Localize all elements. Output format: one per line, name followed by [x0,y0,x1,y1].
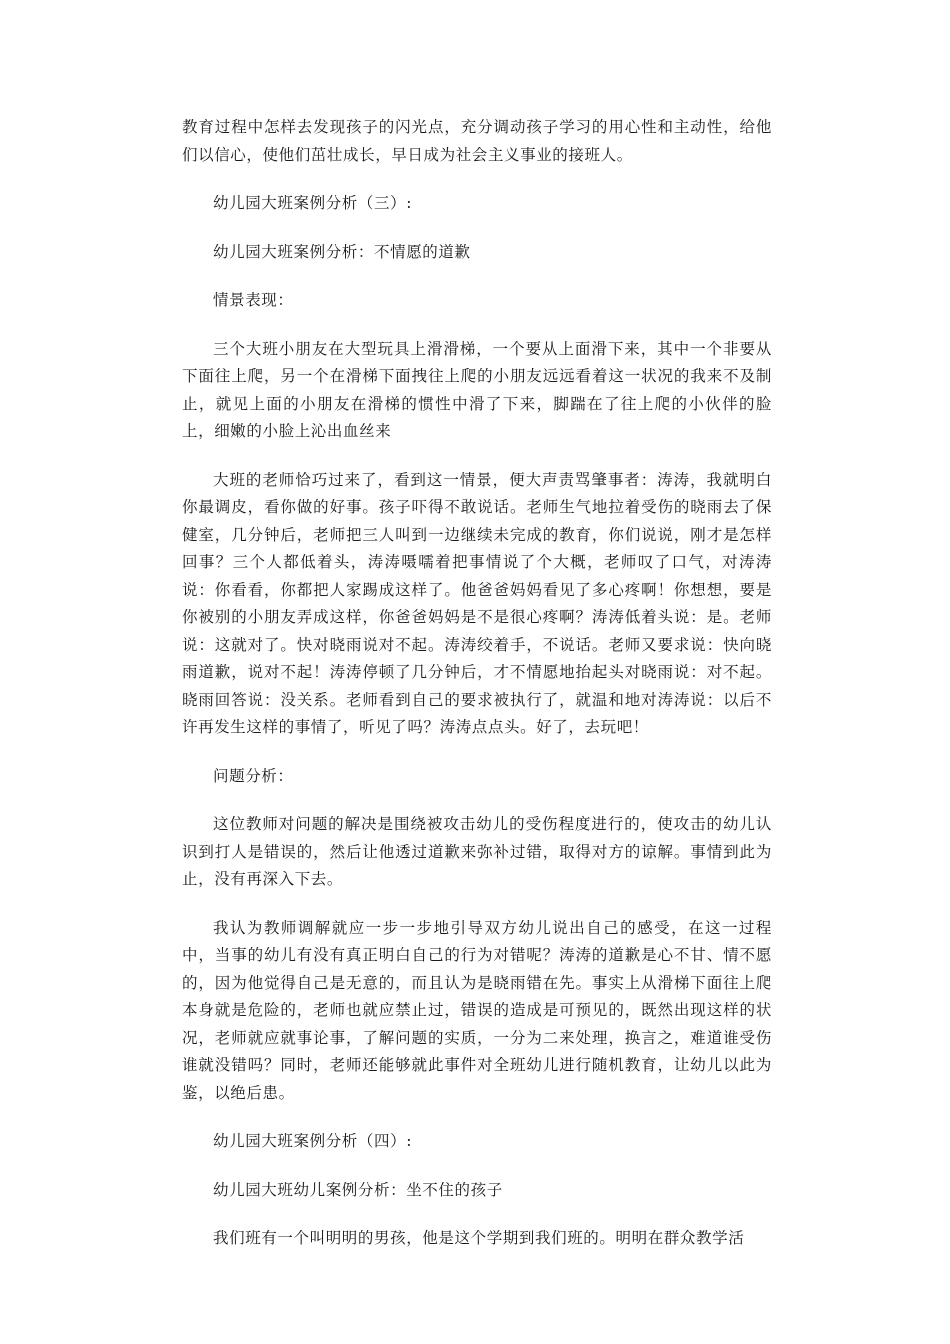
paragraph-teacher-response: 大班的老师恰巧过来了，看到这一情景，便大声责骂肇事者：涛涛，我就明白你最调皮，看你做的好事。孩子吓得不敢说话。老师生气地拉着受伤的晓雨去了保健室，几分钟后，老师把三人叫到一边继续未完成的教育，你们说说，刚才是怎样回事？三个人都低着头，涛涛嗫嚅着把事情说了个大概，老师叹了口气，对涛涛说：你看看，你都把人家踢成这样了。他爸爸妈妈看见了多心疼啊！你想想，要是你被别的小朋友弄成这样，你爸爸妈妈是不是很心疼啊？涛涛低着头说：是。老师说：这就对了。快对晓雨说对不起。涛涛绞着手，不说话。老师又要求说：快向晓雨道歉，说对不起！涛涛停顿了几分钟后，才不情愿地抬起头对晓雨说：对不起。晓雨回答说：没关系。老师看到自己的要求被执行了，就温和地对涛涛说：以后不许再发生这样的事情了，听见了吗？涛涛点点头。好了，去玩吧！ [182,470,772,736]
case-title-reluctant-apology: 幼儿园大班案例分析：不情愿的道歉 [213,242,471,261]
subheading-problem-analysis: 问题分析： [213,766,294,785]
section-heading-case-three: 幼儿园大班案例分析（三）: [213,194,413,212]
paragraph-slide-incident: 三个大班小朋友在大型玩具上滑滑梯，一个要从上面滑下来，其中一个非要从下面往上爬，另一个在滑梯下面拽往上爬的小朋友远远看着这一状况的我来不及制止，就见上面的小朋友在滑梯的惯性中滑了下来，脚踹在了往上爬的小伙伴的脸上，细嫩的小脸上沁出血丝来 [182,339,772,440]
paragraph-opinion: 我认为教师调解就应一步一步地引导双方幼儿说出自己的感受，在这一过程中，当事的幼儿有没有真正明白自己的行为对错呢？涛涛的道歉是心不甘、情不愿的，因为他觉得自己是无意的，而且认为是晓雨错在先。事实上从滑梯下面往上爬本身就是危险的，老师也就应禁止过，错误的造成是可预见的，既然出现这样的状况，老师就应就事论事，了解问题的实质，一分为二来处理，换言之，难道谁受伤谁就没错吗？同时，老师还能够就此事件对全班幼儿进行随机教育，让幼儿以此为鉴，以绝后患。 [182,918,772,1102]
case-title-restless-child: 幼儿园大班幼儿案例分析：坐不住的孩子 [213,1180,503,1199]
paragraph-intro-continuation: 教育过程中怎样去发现孩子的闪光点，充分调动孩子学习的用心性和主动性，给他们以信心，使他们茁壮成长，早日成为社会主义事业的接班人。 [182,118,772,164]
paragraph-analysis: 这位教师对问题的解决是围绕被攻击幼儿的受伤程度进行的，使攻击的幼儿认识到打人是错误的，然后让他透过道歉来弥补过错，取得对方的谅解。事情到此为止，没有再深入下去。 [182,815,772,888]
paragraph-mingming-intro: 我们班有一个叫明明的男孩，他是这个学期到我们班的。明明在群众教学活 [213,1229,745,1247]
subheading-situation: 情景表现： [213,291,294,309]
document-body [182,114,772,1274]
section-heading-case-four: 幼儿园大班案例分析（四）: [213,1132,413,1150]
